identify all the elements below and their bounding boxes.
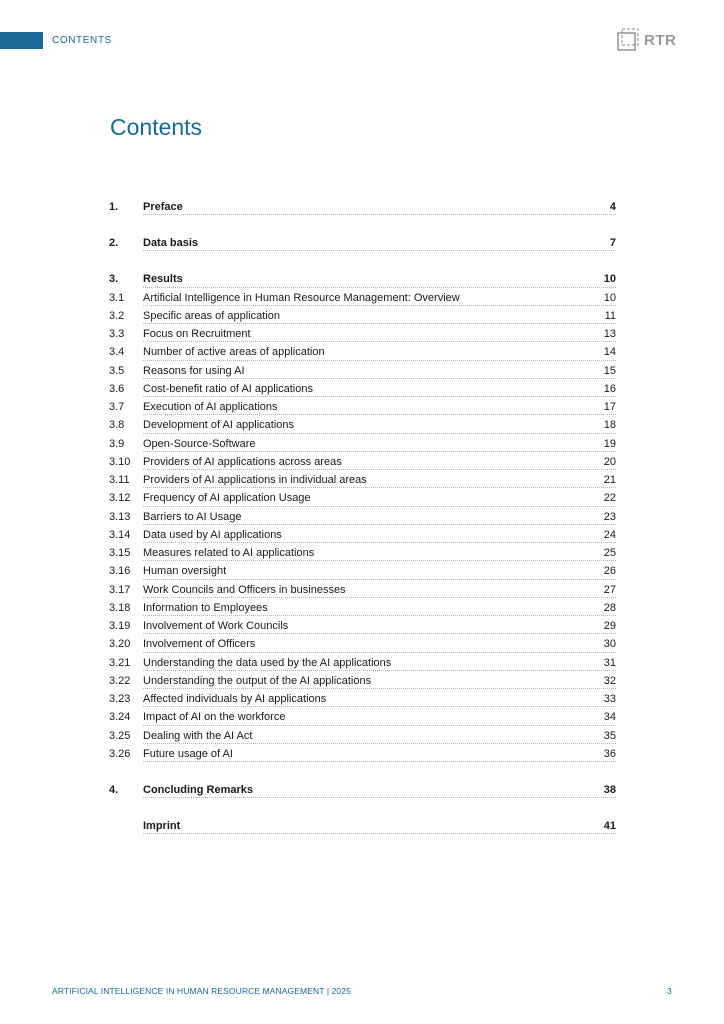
toc-entry-page: 7	[609, 237, 616, 250]
toc-entry-title: Execution of AI applications	[143, 401, 278, 414]
toc-entry-page: 38	[603, 784, 616, 797]
toc-entry-title: Focus on Recruitment	[143, 328, 251, 341]
toc-entry-title: Involvement of Officers	[143, 638, 256, 651]
toc-entry[interactable]	[109, 781, 616, 799]
toc-entry-number: 1.	[109, 201, 119, 214]
toc-entry-number: 3.7	[109, 401, 125, 414]
toc-entry-page: 26	[603, 565, 616, 578]
toc-entry-title: Preface	[143, 201, 183, 214]
toc-entry-title: Concluding Remarks	[143, 784, 254, 797]
toc-entry-page: 41	[603, 820, 616, 833]
page-title: Contents	[110, 114, 203, 140]
toc-entry[interactable]	[109, 198, 616, 216]
toc-entry[interactable]	[109, 380, 616, 398]
toc-entry[interactable]	[109, 270, 616, 288]
toc-entry-page: 18	[603, 419, 616, 432]
toc-entry-number: 2.	[109, 237, 119, 250]
toc-entry-title: Number of active areas of application	[143, 346, 325, 359]
toc-entry-page: 15	[603, 364, 616, 377]
toc-entry[interactable]	[109, 562, 616, 580]
toc-entry-title: Measures related to AI applications	[143, 547, 315, 560]
toc-entry-number: 3.21	[109, 656, 131, 669]
rtr-logo-text: RTR	[644, 32, 677, 49]
toc-entry[interactable]	[109, 435, 616, 453]
toc-entry-title: Understanding the data used by the AI applications	[143, 656, 392, 669]
toc-entry[interactable]	[109, 544, 616, 562]
toc-entry-title: Imprint	[143, 820, 181, 833]
toc-entry-page: 35	[603, 729, 616, 742]
rtr-logo-icon	[616, 27, 640, 53]
toc-entry-page: 25	[603, 547, 616, 560]
toc-entry-number: 3.24	[109, 711, 131, 724]
toc-entry-number: 3.19	[109, 620, 131, 633]
toc-entry[interactable]	[109, 489, 616, 507]
toc-entry-number: 3.17	[109, 583, 131, 596]
toc-entry-number: 3.25	[109, 729, 131, 742]
toc-entry-page: 31	[603, 656, 616, 669]
toc-entry-title: Human oversight	[143, 565, 227, 578]
toc-entry-page: 29	[603, 620, 616, 633]
toc-entry-number: 3.5	[109, 364, 125, 377]
toc-entry[interactable]	[109, 398, 616, 416]
toc-entry-number: 3.14	[109, 528, 131, 541]
toc-entry-title: Specific areas of application	[143, 309, 280, 322]
toc-entry-number: 3.26	[109, 747, 131, 760]
toc-entry-page: 21	[603, 474, 616, 487]
toc-entry-number: 3.6	[109, 382, 125, 395]
toc-entry[interactable]	[109, 362, 616, 380]
toc-entry[interactable]	[109, 654, 616, 672]
toc-entry-title: Data basis	[143, 237, 199, 250]
toc-entry-title: Future usage of AI	[143, 747, 233, 760]
toc-entry-number: 3.	[109, 273, 119, 286]
toc-entry[interactable]	[109, 343, 616, 361]
toc-entry-page: 20	[603, 455, 616, 468]
toc-entry-title: Information to Employees	[143, 601, 268, 614]
rtr-logo	[616, 27, 680, 53]
toc-entry-title: Development of AI applications	[143, 419, 295, 432]
toc-entry-number: 4.	[109, 784, 119, 797]
toc-entry[interactable]	[109, 289, 616, 307]
header-accent-bar	[0, 32, 43, 49]
toc-entry-page: 32	[603, 674, 616, 687]
toc-entry-page: 27	[603, 583, 616, 596]
toc-entry-number: 3.13	[109, 510, 131, 523]
toc-entry-number: 3.18	[109, 601, 131, 614]
toc-entry-title: Providers of AI applications across areas	[143, 455, 342, 468]
toc-entry-page: 10	[603, 273, 616, 286]
toc-entry-number: 3.2	[109, 309, 125, 322]
toc-entry-page: 23	[603, 510, 616, 523]
toc-entry-number: 3.20	[109, 638, 131, 651]
toc-entry-page: 34	[603, 711, 616, 724]
toc-entry-title: Results	[143, 273, 183, 286]
toc-entry[interactable]	[109, 617, 616, 635]
toc-entry[interactable]	[109, 453, 616, 471]
toc-entry-title: Impact of AI on the workforce	[143, 711, 286, 724]
toc-entry-number: 3.16	[109, 565, 131, 578]
toc-entry[interactable]	[109, 581, 616, 599]
toc-entry[interactable]	[109, 635, 616, 653]
toc-entry-title: Barriers to AI Usage	[143, 510, 242, 523]
toc-entry[interactable]	[109, 599, 616, 617]
toc-entry-page: 24	[603, 528, 616, 541]
toc-entry-page: 33	[603, 693, 616, 706]
toc-entry-page: 19	[603, 437, 616, 450]
toc-entry-title: Work Councils and Officers in businesses	[143, 583, 346, 596]
toc-entry[interactable]	[109, 672, 616, 690]
toc-entry-number: 3.23	[109, 693, 131, 706]
toc-entry-title: Involvement of Work Councils	[143, 620, 289, 633]
toc-entry-title: Artificial Intelligence in Human Resource Management: Overview	[143, 291, 460, 304]
toc-entry-title: Open-Source-Software	[143, 437, 256, 450]
toc-entry-number: 3.8	[109, 419, 125, 432]
toc-entry-page: 22	[603, 492, 616, 505]
toc-entry-page: 13	[603, 328, 616, 341]
toc-entry-title: Providers of AI applications in individual areas	[143, 474, 367, 487]
toc-entry-page: 28	[603, 601, 616, 614]
toc-entry[interactable]	[109, 307, 616, 325]
toc-entry-page: 14	[603, 346, 616, 359]
toc-entry-page: 4	[609, 201, 616, 214]
toc-entry-number: 3.4	[109, 346, 125, 359]
toc-entry[interactable]	[109, 526, 616, 544]
toc-entry-number: 3.11	[109, 474, 130, 487]
toc-entry[interactable]	[109, 471, 616, 489]
toc-entry-number: 3.3	[109, 328, 125, 341]
toc-entry-number: 3.15	[109, 547, 131, 560]
toc-entry-title: Data used by AI applications	[143, 528, 282, 541]
toc-entry[interactable]	[109, 817, 616, 835]
toc-entry-number: 3.22	[109, 674, 131, 687]
toc-entry-title: Cost-benefit ratio of AI applications	[143, 382, 313, 395]
toc-entry[interactable]	[109, 416, 616, 434]
toc-entry-title: Understanding the output of the AI applications	[143, 674, 372, 687]
toc-entry[interactable]	[109, 325, 616, 343]
toc-entry-number: 3.1	[109, 291, 125, 304]
toc-entry-number: 3.9	[109, 437, 125, 450]
toc-entry-page: 30	[603, 638, 616, 651]
table-of-contents	[109, 198, 616, 835]
toc-entry[interactable]	[109, 745, 616, 763]
section-label: CONTENTS	[52, 35, 112, 46]
toc-entry-title: Dealing with the AI Act	[143, 729, 253, 742]
toc-entry[interactable]	[109, 234, 616, 252]
toc-entry-title: Reasons for using AI	[143, 364, 245, 377]
toc-entry-page: 11	[604, 309, 616, 322]
toc-entry-number: 3.10	[109, 455, 131, 468]
toc-entry-title: Frequency of AI application Usage	[143, 492, 311, 505]
footer-page-number: 3	[667, 986, 672, 996]
toc-entry-number: 3.12	[109, 492, 131, 505]
toc-entry-page: 36	[603, 747, 616, 760]
toc-entry[interactable]	[109, 690, 616, 708]
toc-entry-page: 16	[603, 382, 616, 395]
toc-entry-page: 10	[603, 291, 616, 304]
toc-entry-title: Affected individuals by AI applications	[143, 693, 327, 706]
footer-document-title: ARTIFICIAL INTELLIGENCE IN HUMAN RESOURCE MANAGEMENT | 2025	[52, 986, 351, 996]
toc-entry[interactable]	[109, 727, 616, 745]
toc-entry-page: 17	[603, 401, 616, 414]
toc-entry[interactable]	[109, 508, 616, 526]
toc-entry[interactable]	[109, 708, 616, 726]
